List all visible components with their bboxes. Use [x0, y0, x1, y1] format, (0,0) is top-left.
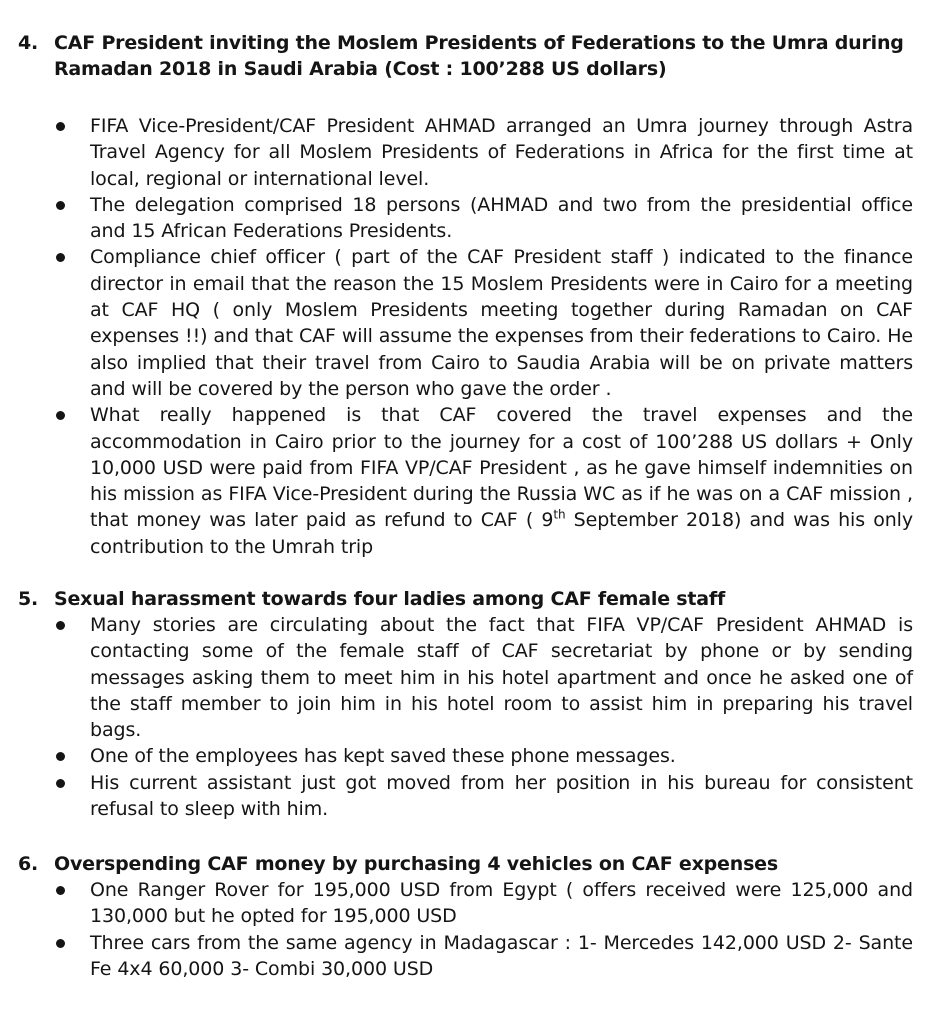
bullet-icon: [56, 253, 65, 262]
section-title: Overspending CAF money by purchasing 4 vehicles on CAF expenses: [54, 853, 778, 875]
bullet-icon: [56, 752, 65, 761]
bullet-text: Compliance chief officer ( part of the CAF President staff ) indicated to the finance director in email that the reason the 15 Moslem Presidents were in Cairo for a meeting at CAF HQ ( only Moslem Presidents meeting together during Ramadan on CAF expenses !!) and that CAF will assume the expenses from their federations to Cairo. He also implied that their travel from Cairo to Saudia Arabia will be on private matters and will be covered by the person who gave the order .: [90, 246, 913, 400]
section-title: CAF President inviting the Moslem Presidents of Federations to the Umra during Ramadan 2018 in Saudi Arabia (Cost : 100’288 US dollars): [54, 32, 904, 80]
bullet-icon: [56, 886, 65, 895]
list-item: [18, 612, 913, 743]
bullet-icon: [56, 621, 65, 630]
section-heading: [18, 586, 913, 612]
section-4: [18, 30, 913, 560]
bullet-text-main: What really happened is that CAF covered the travel expenses and the accommodation in Cairo prior to the journey for a cost of 100’288 US dollars + Only 10,000 USD were paid from FIFA VP/CAF President , as he gave himself indemnities on his mission as FIFA Vice-President during the Russia WC as if he was on a CAF mission , that money was later paid as refund to CAF ( 9: [90, 404, 913, 532]
list-item: [18, 743, 913, 769]
bullet-text: FIFA Vice-President/CAF President AHMAD arranged an Umra journey through Astra Travel Agency for all Moslem Presidents of Federations in Africa for the first time at local, regional or international level.: [90, 115, 913, 190]
section-heading: [18, 30, 913, 82]
section-5: [18, 586, 913, 822]
bullet-text: Many stories are circulating about the fact that FIFA VP/CAF President AHMAD is contacting some of the female staff of CAF secretariat by phone or by sending messages asking them to meet him in his hotel apartment and once he asked one of the staff member to join him in his hotel room to assist him in preparing his travel bags.: [90, 614, 913, 742]
ordinal-suffix: th: [553, 508, 566, 523]
bullet-list: [18, 612, 913, 822]
bullet-list: [18, 113, 913, 560]
list-item: [18, 244, 913, 402]
bullet-text: One of the employees has kept saved these phone messages.: [90, 745, 676, 768]
list-item: [18, 402, 913, 560]
section-title: Sexual harassment towards four ladies among CAF female staff: [54, 588, 726, 610]
bullet-icon: [56, 411, 65, 420]
section-number: 5.: [18, 588, 39, 610]
bullet-text: [90, 402, 913, 560]
list-item: [18, 192, 913, 245]
bullet-list: [18, 877, 913, 982]
bullet-text: One Ranger Rover for 195,000 USD from Egypt ( offers received were 125,000 and 130,000 but he opted for 195,000 USD: [90, 879, 913, 928]
section-6: [18, 851, 913, 982]
bullet-text: His current assistant just got moved from her position in his bureau for consistent refusal to sleep with him.: [90, 771, 913, 821]
bullet-text-end: September 2018) and was his only contribution to the Umrah trip: [90, 509, 913, 558]
section-heading: [18, 851, 913, 877]
bullet-text: The delegation comprised 18 persons (AHMAD and two from the presidential office and 15 African Federations Presidents.: [90, 193, 913, 243]
bullet-icon: [56, 939, 65, 948]
bullet-icon: [56, 122, 65, 131]
list-item: [18, 877, 913, 930]
bullet-icon: [56, 779, 65, 788]
bullet-icon: [56, 201, 65, 210]
list-item: [18, 930, 913, 983]
section-number: 6.: [18, 853, 39, 875]
bullet-text: Three cars from the same agency in Madagascar : 1- Mercedes 142,000 USD 2- Sante Fe 4x4 60,000 3- Combi 30,000 USD: [90, 931, 913, 980]
list-item: [18, 113, 913, 192]
section-number: 4.: [18, 32, 39, 54]
list-item: [18, 770, 913, 823]
